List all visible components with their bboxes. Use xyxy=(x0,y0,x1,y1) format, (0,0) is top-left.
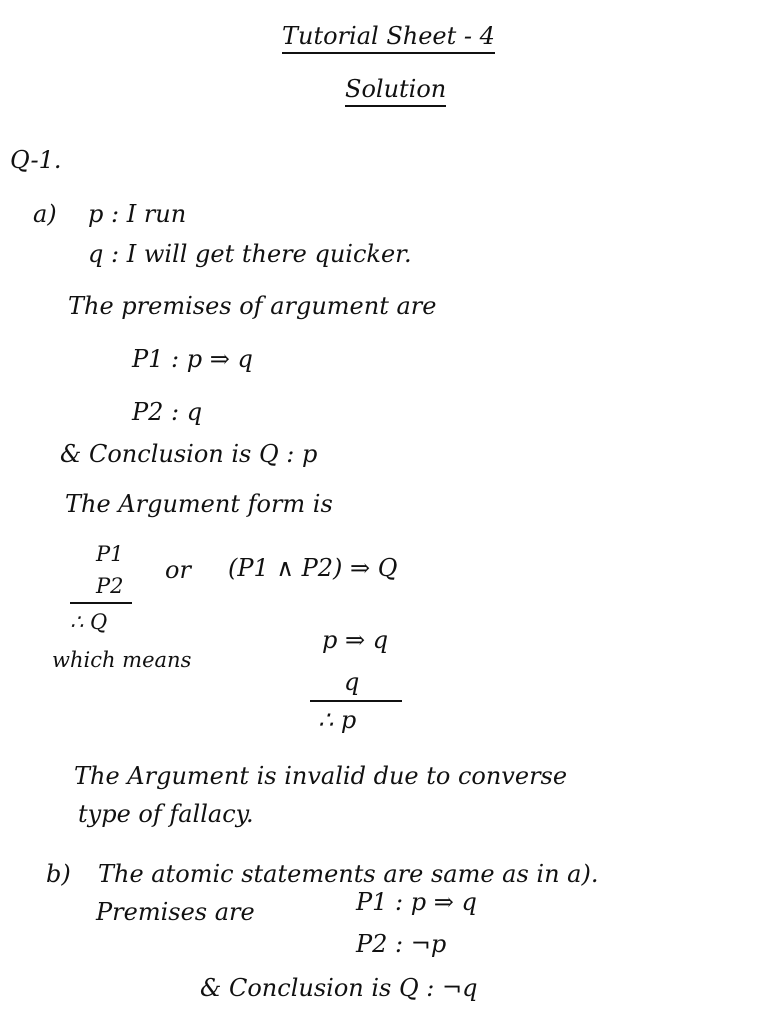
part-a-label: a) xyxy=(33,200,57,228)
result-line-1: The Argument is invalid due to converse xyxy=(74,762,568,790)
means-premise-2: q xyxy=(344,668,360,696)
means-premise-1: p ⇒ q xyxy=(322,626,389,654)
part-b-conclusion: & Conclusion is Q : ¬q xyxy=(200,974,478,1002)
part-b-premise-1: P1 : p ⇒ q xyxy=(356,888,477,916)
means-divider xyxy=(310,700,402,702)
part-b-premises-label: Premises are xyxy=(96,898,255,926)
premises-intro: The premises of argument are xyxy=(68,292,437,320)
q-definition: q : I will get there quicker. xyxy=(88,240,412,268)
argument-form-intro: The Argument form is xyxy=(65,490,333,518)
form-divider xyxy=(70,602,132,604)
means-conclusion: ∴ p xyxy=(318,706,357,734)
form-or: or xyxy=(165,556,191,584)
part-b-premise-2: P2 : ¬p xyxy=(356,930,447,958)
question-label: Q-1. xyxy=(10,146,62,174)
page-title: Tutorial Sheet - 4 xyxy=(282,22,495,54)
form-premise-2: P2 xyxy=(96,574,124,598)
page-subtitle: Solution xyxy=(345,75,446,107)
result-line-2: type of fallacy. xyxy=(78,800,254,828)
p-definition: p : I run xyxy=(88,200,187,228)
premise-2: P2 : q xyxy=(132,398,203,426)
part-b-intro: The atomic statements are same as in a). xyxy=(98,860,599,888)
premise-1: P1 : p ⇒ q xyxy=(132,345,253,373)
which-means: which means xyxy=(52,648,192,672)
form-premise-1: P1 xyxy=(96,542,124,566)
form-conclusion: ∴ Q xyxy=(70,610,108,634)
part-b-label: b) xyxy=(46,860,71,888)
conclusion-a: & Conclusion is Q : p xyxy=(60,440,318,468)
form-expression: (P1 ∧ P2) ⇒ Q xyxy=(228,554,398,582)
